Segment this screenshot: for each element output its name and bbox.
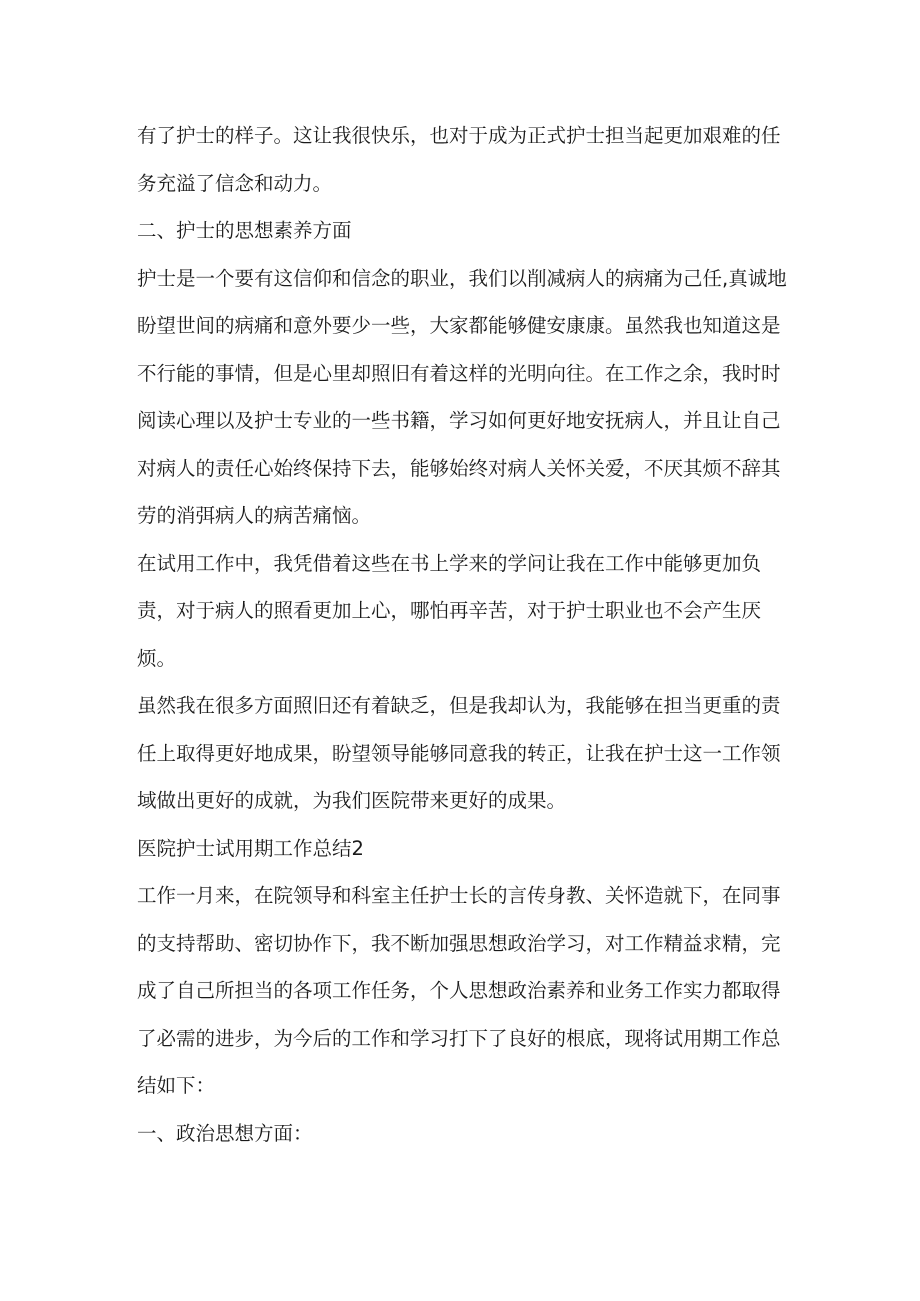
section-heading-politics: 一、政治思想方面： bbox=[137, 1121, 313, 1145]
paragraph-continuation: 有了护士的样子。这让我很快乐，也对于成为正式护士担当起更加艰难的任务充溢了信念和动力。 bbox=[137, 124, 781, 195]
document-subtitle: 医院护士试用期工作总结2 bbox=[137, 836, 364, 860]
document-body bbox=[137, 112, 787, 1157]
section-heading-ideology: 二、护士的思想素养方面 bbox=[137, 219, 352, 242]
paragraph-summary-intro: 工作一月来，在院领导和科室主任护士长的言传身教、关怀造就下，在同事的支持帮助、密切协作下，我不断加强思想政治学习，对工作精益求精，完成了自己所担当的各项工作任务，个人思想政治素养和业务工作实力都取得了必需的进步，为今后的工作和学习打下了良好的根底，现将试用期工作总结如下： bbox=[137, 884, 781, 1097]
paragraph-conclusion: 虽然我在很多方面照旧还有着缺乏，但是我却认为，我能够在担当更重的责任上取得更好地成果，盼望领导能够同意我的转正，让我在护士这一工作领域做出更好的成就，为我们医院带来更好的成果。 bbox=[137, 694, 781, 812]
paragraph-trial-work: 在试用工作中，我凭借着这些在书上学来的学问让我在工作中能够更加负责，对于病人的照看更加上心，哪怕再辛苦，对于护士职业也不会产生厌烦。 bbox=[137, 551, 762, 670]
paragraph-belief: 护士是一个要有这信仰和信念的职业，我们以削减病人的病痛为己任,真诚地盼望世间的病痛和意外要少一些，大家都能够健安康康。虽然我也知道这是不行能的事情，但是心里却照旧有着这样的光明向往。在工作之余，我时时阅读心理以及护士专业的一些书籍，学习如何更好地安抚病人，并且让自己对病人的责任心始终保持下去，能够始终对病人关怀关爱，不厌其烦不辞其劳的消弭病人的病苦痛恼。 bbox=[137, 266, 787, 527]
